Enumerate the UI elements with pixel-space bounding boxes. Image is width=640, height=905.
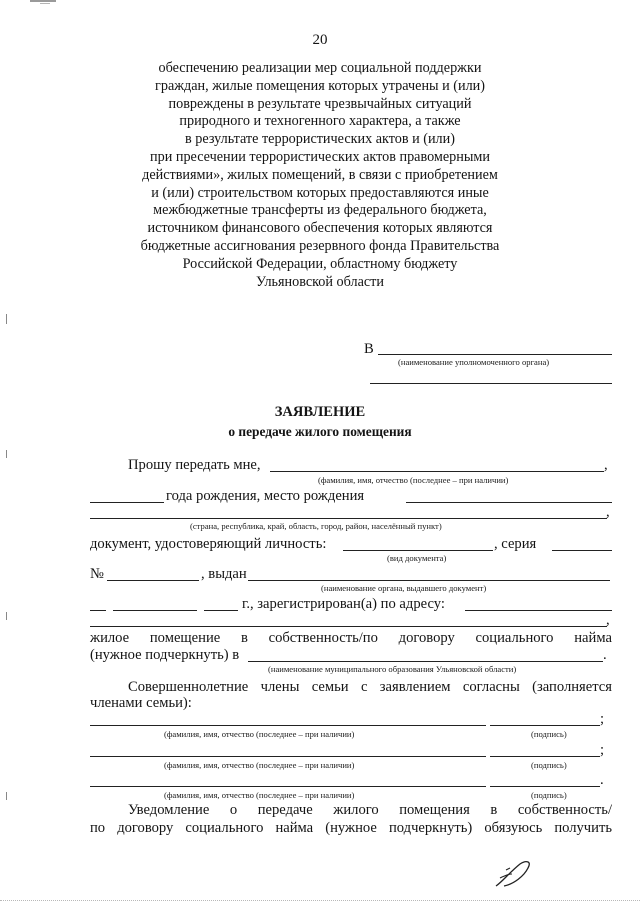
notice-word: помещения [399, 802, 470, 818]
issued-label: , выдан [201, 566, 247, 582]
member-2-semicolon: ; [600, 742, 605, 758]
series-field[interactable] [552, 550, 612, 551]
issuer-caption: (наименование органа, выдавшего документ) [321, 583, 487, 593]
housing-word: в [240, 630, 248, 646]
housing-word: собственность/по [268, 630, 378, 646]
header-line: Ульяновской области [256, 273, 384, 290]
notice-word: по [90, 820, 106, 836]
addressee-field[interactable] [378, 354, 612, 355]
consent-word: заявлением [379, 679, 451, 695]
notice-word: о [229, 802, 238, 818]
housing-word: помещение [149, 630, 221, 646]
header-line: при пресечении террористических актов правомерными [150, 148, 490, 165]
header-line: и (или) строительством которых предоставляются иные [151, 184, 489, 201]
document-title: ЗАЯВЛЕНИЕ [274, 404, 366, 420]
page-number: 20 [312, 32, 328, 48]
notice-word: Уведомление [128, 802, 210, 818]
header-line: Российской Федерации, областному бюджету [182, 255, 458, 272]
housing-word: найма [574, 630, 612, 646]
issue-day-field[interactable] [90, 610, 106, 611]
member-3-signature-field[interactable] [490, 786, 600, 787]
header-line: природного и техногенного характера, а также [179, 113, 461, 130]
notice-word: социального [185, 820, 264, 836]
housing-statement [90, 630, 612, 647]
document-label: документ, удостоверяющий личность: [90, 536, 327, 552]
doc-type-caption: (вид документа) [387, 553, 447, 563]
consent-statement [128, 679, 612, 696]
consent-word: (заполняется [532, 679, 612, 695]
notice-word: в [490, 802, 498, 818]
consent-word: с [360, 679, 368, 695]
scan-edge-artifact [30, 0, 56, 2]
header-line: повреждены в результате чрезвычайных ситуаций [168, 95, 472, 112]
notice-statement [128, 802, 612, 819]
member-1-fio-caption: (фамилия, имя, отчество (последнее – при наличии) [164, 729, 355, 739]
header-line: источником финансового обеспечения которых являются [147, 220, 493, 237]
consent-line2: членами семьи): [90, 695, 192, 711]
member-2-fio-caption: (фамилия, имя, отчество (последнее – при наличии) [164, 760, 355, 770]
address-field-line2[interactable] [90, 626, 607, 627]
member-2-signature-caption: (подпись) [531, 760, 567, 770]
notice-statement-line2 [90, 820, 612, 837]
header-line: обеспечению реализации мер социальной поддержки [158, 60, 482, 76]
member-2-signature-field[interactable] [490, 756, 600, 757]
municipality-period: . [603, 647, 607, 663]
housing-word: социального [475, 630, 554, 646]
birthplace-caption: (страна, республика, край, область, город, район, населённый пункт) [190, 521, 442, 531]
consent-word: Совершеннолетние [128, 679, 249, 695]
document-header [140, 60, 500, 291]
municipality-field[interactable] [248, 661, 603, 662]
birthplace-field[interactable] [406, 502, 612, 503]
fio-caption: (фамилия, имя, отчество (последнее – при наличии) [318, 475, 509, 485]
header-line: граждан, жилые помещения которых утрачены и (или) [155, 77, 485, 94]
fio-field[interactable] [270, 471, 604, 472]
scan-edge-artifact [0, 900, 640, 902]
addressee-caption: (наименование уполномоченного органа) [398, 357, 550, 367]
notice-word: найма [275, 820, 314, 836]
doc-number-field[interactable] [107, 580, 199, 581]
notice-word: подчеркнуть) [388, 820, 473, 836]
registered-label: г., зарегистрирован(а) по адресу: [242, 596, 445, 612]
margin-mark [6, 792, 7, 800]
margin-mark [6, 450, 7, 458]
notice-word: договору [117, 820, 174, 836]
address-field[interactable] [465, 610, 612, 611]
housing-word: жилое [90, 630, 130, 646]
member-1-fio-field[interactable] [90, 725, 486, 726]
housing-word: договору [398, 630, 455, 646]
birth-label: года рождения, место рождения [166, 488, 365, 504]
notice-word: жилого [333, 802, 379, 818]
margin-mark [6, 314, 7, 324]
member-3-period: . [600, 772, 604, 788]
fio-comma: , [604, 457, 608, 473]
issue-year-field[interactable] [204, 610, 238, 611]
member-3-fio-field[interactable] [90, 786, 486, 787]
issue-month-field[interactable] [113, 610, 197, 611]
series-label: , серия [494, 536, 537, 552]
municipality-caption: (наименование муниципального образования Ульяновской области) [268, 664, 517, 674]
notice-word: передаче [257, 802, 313, 818]
birthplace-field-line2[interactable] [90, 518, 607, 519]
doc-type-field[interactable] [343, 550, 493, 551]
member-2-fio-field[interactable] [90, 756, 486, 757]
header-line: межбюджетные трансферты из федерального бюджета, [153, 202, 487, 219]
notice-word: получить [554, 820, 612, 836]
margin-mark [6, 612, 7, 620]
handwritten-initials [490, 856, 538, 892]
notice-word: собственность/ [517, 802, 612, 818]
header-line: в результате террористических актов и (или) [185, 131, 455, 148]
member-1-signature-field[interactable] [490, 725, 600, 726]
address-comma: , [606, 612, 610, 628]
birth-year-field[interactable] [90, 502, 164, 503]
header-line: бюджетные ассигнования резервного фонда Правительства [140, 237, 500, 254]
consent-word: семьи [311, 679, 349, 695]
notice-word: обязуюсь [484, 820, 543, 836]
member-1-semicolon: ; [600, 711, 605, 727]
underline-hint: (нужное подчеркнуть) в [90, 647, 240, 663]
birthplace-comma: , [606, 504, 610, 520]
request-label: Прошу передать мне, [128, 457, 261, 473]
consent-word: члены [260, 679, 300, 695]
consent-word: согласны [462, 679, 520, 695]
member-3-signature-caption: (подпись) [531, 790, 567, 800]
addressee-prefix: В [364, 341, 374, 357]
addressee-field-line2[interactable] [370, 383, 612, 384]
scan-edge-artifact [40, 3, 50, 4]
member-1-signature-caption: (подпись) [531, 729, 567, 739]
issuer-field[interactable] [248, 580, 610, 581]
document-subtitle: о передаче жилого помещения [228, 424, 412, 439]
header-line: действиями», жилых помещений, в связи с приобретением [142, 166, 498, 183]
notice-word: (нужное [325, 820, 377, 836]
number-label: № [90, 566, 104, 582]
member-3-fio-caption: (фамилия, имя, отчество (последнее – при наличии) [164, 790, 355, 800]
